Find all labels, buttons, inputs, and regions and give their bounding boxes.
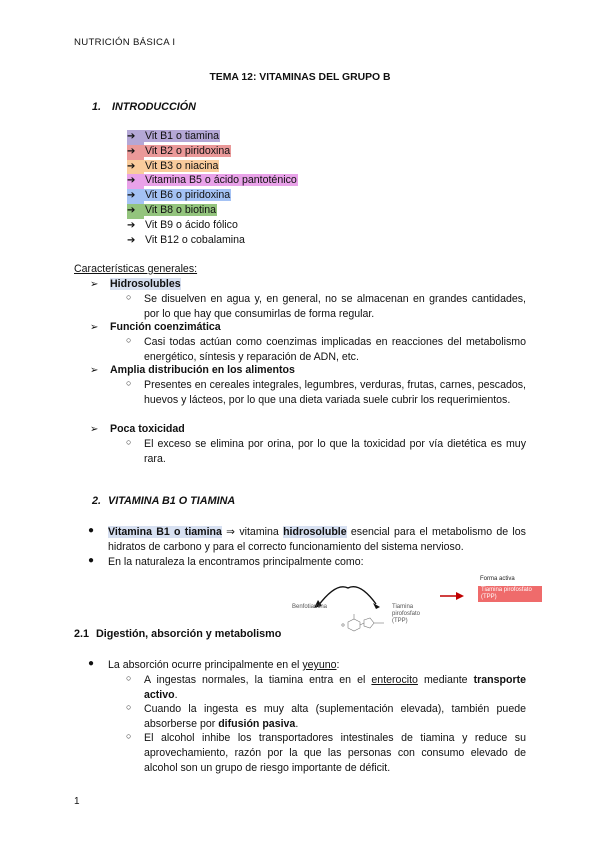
feature-text: Se disuelven en agua y, en general, no se almacenan en grandes cantidades, por lo que hay que consumirlas de forma regular. <box>144 293 526 320</box>
section-title: VITAMINA B1 O TIAMINA <box>108 495 236 507</box>
feature-detail <box>126 292 526 322</box>
feature-heading <box>90 423 185 435</box>
benfotiamine-label: Benfotiamina <box>292 604 328 610</box>
feature-heading <box>90 321 221 333</box>
implies-arrow: ⇒ <box>226 526 236 538</box>
bullet-text <box>108 658 526 673</box>
text-run: Cuando la ingesta es muy alta (suplementación elevada), también puede absorberse por <box>144 703 526 730</box>
difusion-pasiva-term: difusión pasiva <box>218 717 296 730</box>
active-form-title: Forma activa <box>480 576 515 582</box>
enterocito-term: enterocito <box>371 674 418 686</box>
text-run: vitamina <box>235 526 284 538</box>
text-run: mediante <box>417 674 474 686</box>
subsection-title: Digestión, absorción y metabolismo <box>96 628 282 640</box>
feature-detail <box>126 335 526 365</box>
circle-bullet-icon: ○ <box>126 292 132 302</box>
feature-heading <box>90 364 295 376</box>
arrow-icon: ➔ <box>127 189 144 204</box>
page-number: 1 <box>74 796 80 807</box>
feature-text: Casi todas actúan como coenzimas implicadas en reacciones del metabolismo energético, síntesis y reparación de ADN, etc. <box>144 336 526 363</box>
list-item <box>127 218 298 233</box>
arrow-icon: ➔ <box>127 234 136 246</box>
list-item <box>127 144 298 159</box>
absorption-detail <box>126 673 526 703</box>
list-item <box>127 233 298 248</box>
detail-text <box>144 702 526 732</box>
subsection-heading <box>74 628 281 640</box>
bullet-text: En la naturaleza la encontramos principalmente como: <box>108 556 364 568</box>
vitamin-list <box>127 129 298 247</box>
text-run: . <box>174 688 178 701</box>
red-arrowhead-icon <box>456 592 464 600</box>
vitamin-label: Vit B12 o cobalamina <box>145 233 245 246</box>
circle-bullet-icon: ○ <box>126 335 132 345</box>
yeyuno-term: yeyuno <box>302 659 337 671</box>
section-title: INTRODUCCIÓN <box>112 101 196 113</box>
vitamin-label: Vit B6 o piridoxina <box>145 189 231 202</box>
document-title: TEMA 12: VITAMINAS DEL GRUPO B <box>209 72 391 83</box>
feature-title: Poca toxicidad <box>110 423 185 435</box>
text-run: La absorción ocurre principalmente en el <box>108 659 303 671</box>
bullet-text <box>108 525 526 555</box>
page-header: NUTRICIÓN BÁSICA I <box>74 37 176 48</box>
triangle-arrow-icon: ➢ <box>90 322 99 333</box>
circle-bullet-icon: ○ <box>126 673 132 683</box>
bullet-dot-icon: ● <box>88 555 95 566</box>
triangle-arrow-icon: ➢ <box>90 365 99 376</box>
text-run: : <box>336 659 340 671</box>
list-item <box>127 188 298 203</box>
feature-detail <box>126 437 526 467</box>
text-run: esencial para el metabolismo de los hidratos de carbono y para el correcto funcionamiento del sistema nervioso. <box>108 526 526 553</box>
triangle-arrow-icon: ➢ <box>90 424 99 435</box>
tpp-label: Tiamina pirofosfato (TPP) <box>392 604 421 624</box>
section-number: 1. <box>92 101 102 113</box>
arrow-icon: ➔ <box>127 145 144 160</box>
feature-text: El exceso se elimina por orina, por lo que la toxicidad por vía dietética es muy rara. <box>144 438 526 465</box>
circle-bullet-icon: ○ <box>126 378 132 388</box>
feature-detail <box>126 378 526 408</box>
list-item <box>127 159 298 174</box>
arrow-icon: ➔ <box>127 204 144 219</box>
vitamin-label: Vitamina B5 o ácido pantoténico <box>145 174 297 187</box>
list-item <box>127 129 298 144</box>
feature-title: Amplia distribución en los alimentos <box>110 364 295 376</box>
arrowhead-icon <box>373 603 380 609</box>
vitamin-label: Vit B2 o piridoxina <box>145 144 231 157</box>
b1-nature-bullet <box>88 555 526 570</box>
transporte-activo-term: transporte activo <box>144 674 527 701</box>
b1-definition-bullet <box>88 525 526 555</box>
active-form-text: Tiamina pirofosfato (TPP) <box>481 587 532 600</box>
triangle-arrow-icon: ➢ <box>90 279 99 290</box>
list-item <box>127 173 298 188</box>
absorption-bullet <box>88 658 526 673</box>
list-item <box>127 203 298 218</box>
circle-bullet-icon: ○ <box>126 731 132 741</box>
text-run: A ingestas normales, la tiamina entra en el <box>144 674 372 686</box>
text-run: . <box>295 717 299 730</box>
feature-heading <box>90 278 181 290</box>
arrow-icon: ➔ <box>127 219 136 231</box>
section-heading-intro <box>92 101 196 113</box>
detail-text: El alcohol inhibe los transportadores intestinales de tiamina y reduce su aprovechamiento, razón por la que las personas con consumo elevado de alcohol son un grupo de riesgo importante de déficit. <box>144 732 526 774</box>
vitamin-label: Vit B9 o ácido fólico <box>145 218 238 231</box>
subsection-number: 2.1 <box>74 628 90 640</box>
feature-title: Función coenzimática <box>110 321 221 333</box>
bullet-dot-icon: ● <box>88 525 95 536</box>
molecule-structure-icon <box>342 614 384 631</box>
absorption-detail <box>126 731 526 775</box>
arrow-icon: ➔ <box>127 130 144 145</box>
vitamin-label: Vit B8 o biotina <box>145 203 217 216</box>
feature-text: Presentes en cereales integrales, legumbres, verduras, frutas, carnes, pescados, huevos y lácteos, por lo que una dieta variada suele cubrir los requerimientos. <box>144 379 526 406</box>
circle-bullet-icon: ○ <box>126 437 132 447</box>
characteristics-title: Características generales: <box>74 263 198 275</box>
arrow-icon: ➔ <box>127 174 144 189</box>
section-heading-b1 <box>92 495 235 507</box>
arrow-icon: ➔ <box>127 160 144 175</box>
section-number: 2. <box>92 495 102 507</box>
feature-title: Hidrosolubles <box>110 278 181 290</box>
b1-term: Vitamina B1 o tiamina <box>108 526 222 538</box>
bullet-dot-icon: ● <box>88 658 95 669</box>
hidrosoluble-term: hidrosoluble <box>283 526 347 538</box>
circle-bullet-icon: ○ <box>126 702 132 712</box>
absorption-detail <box>126 702 526 732</box>
vitamin-label: Vit B3 o niacina <box>145 159 219 172</box>
detail-text <box>144 673 526 703</box>
vitamin-label: Vit B1 o tiamina <box>145 130 220 142</box>
